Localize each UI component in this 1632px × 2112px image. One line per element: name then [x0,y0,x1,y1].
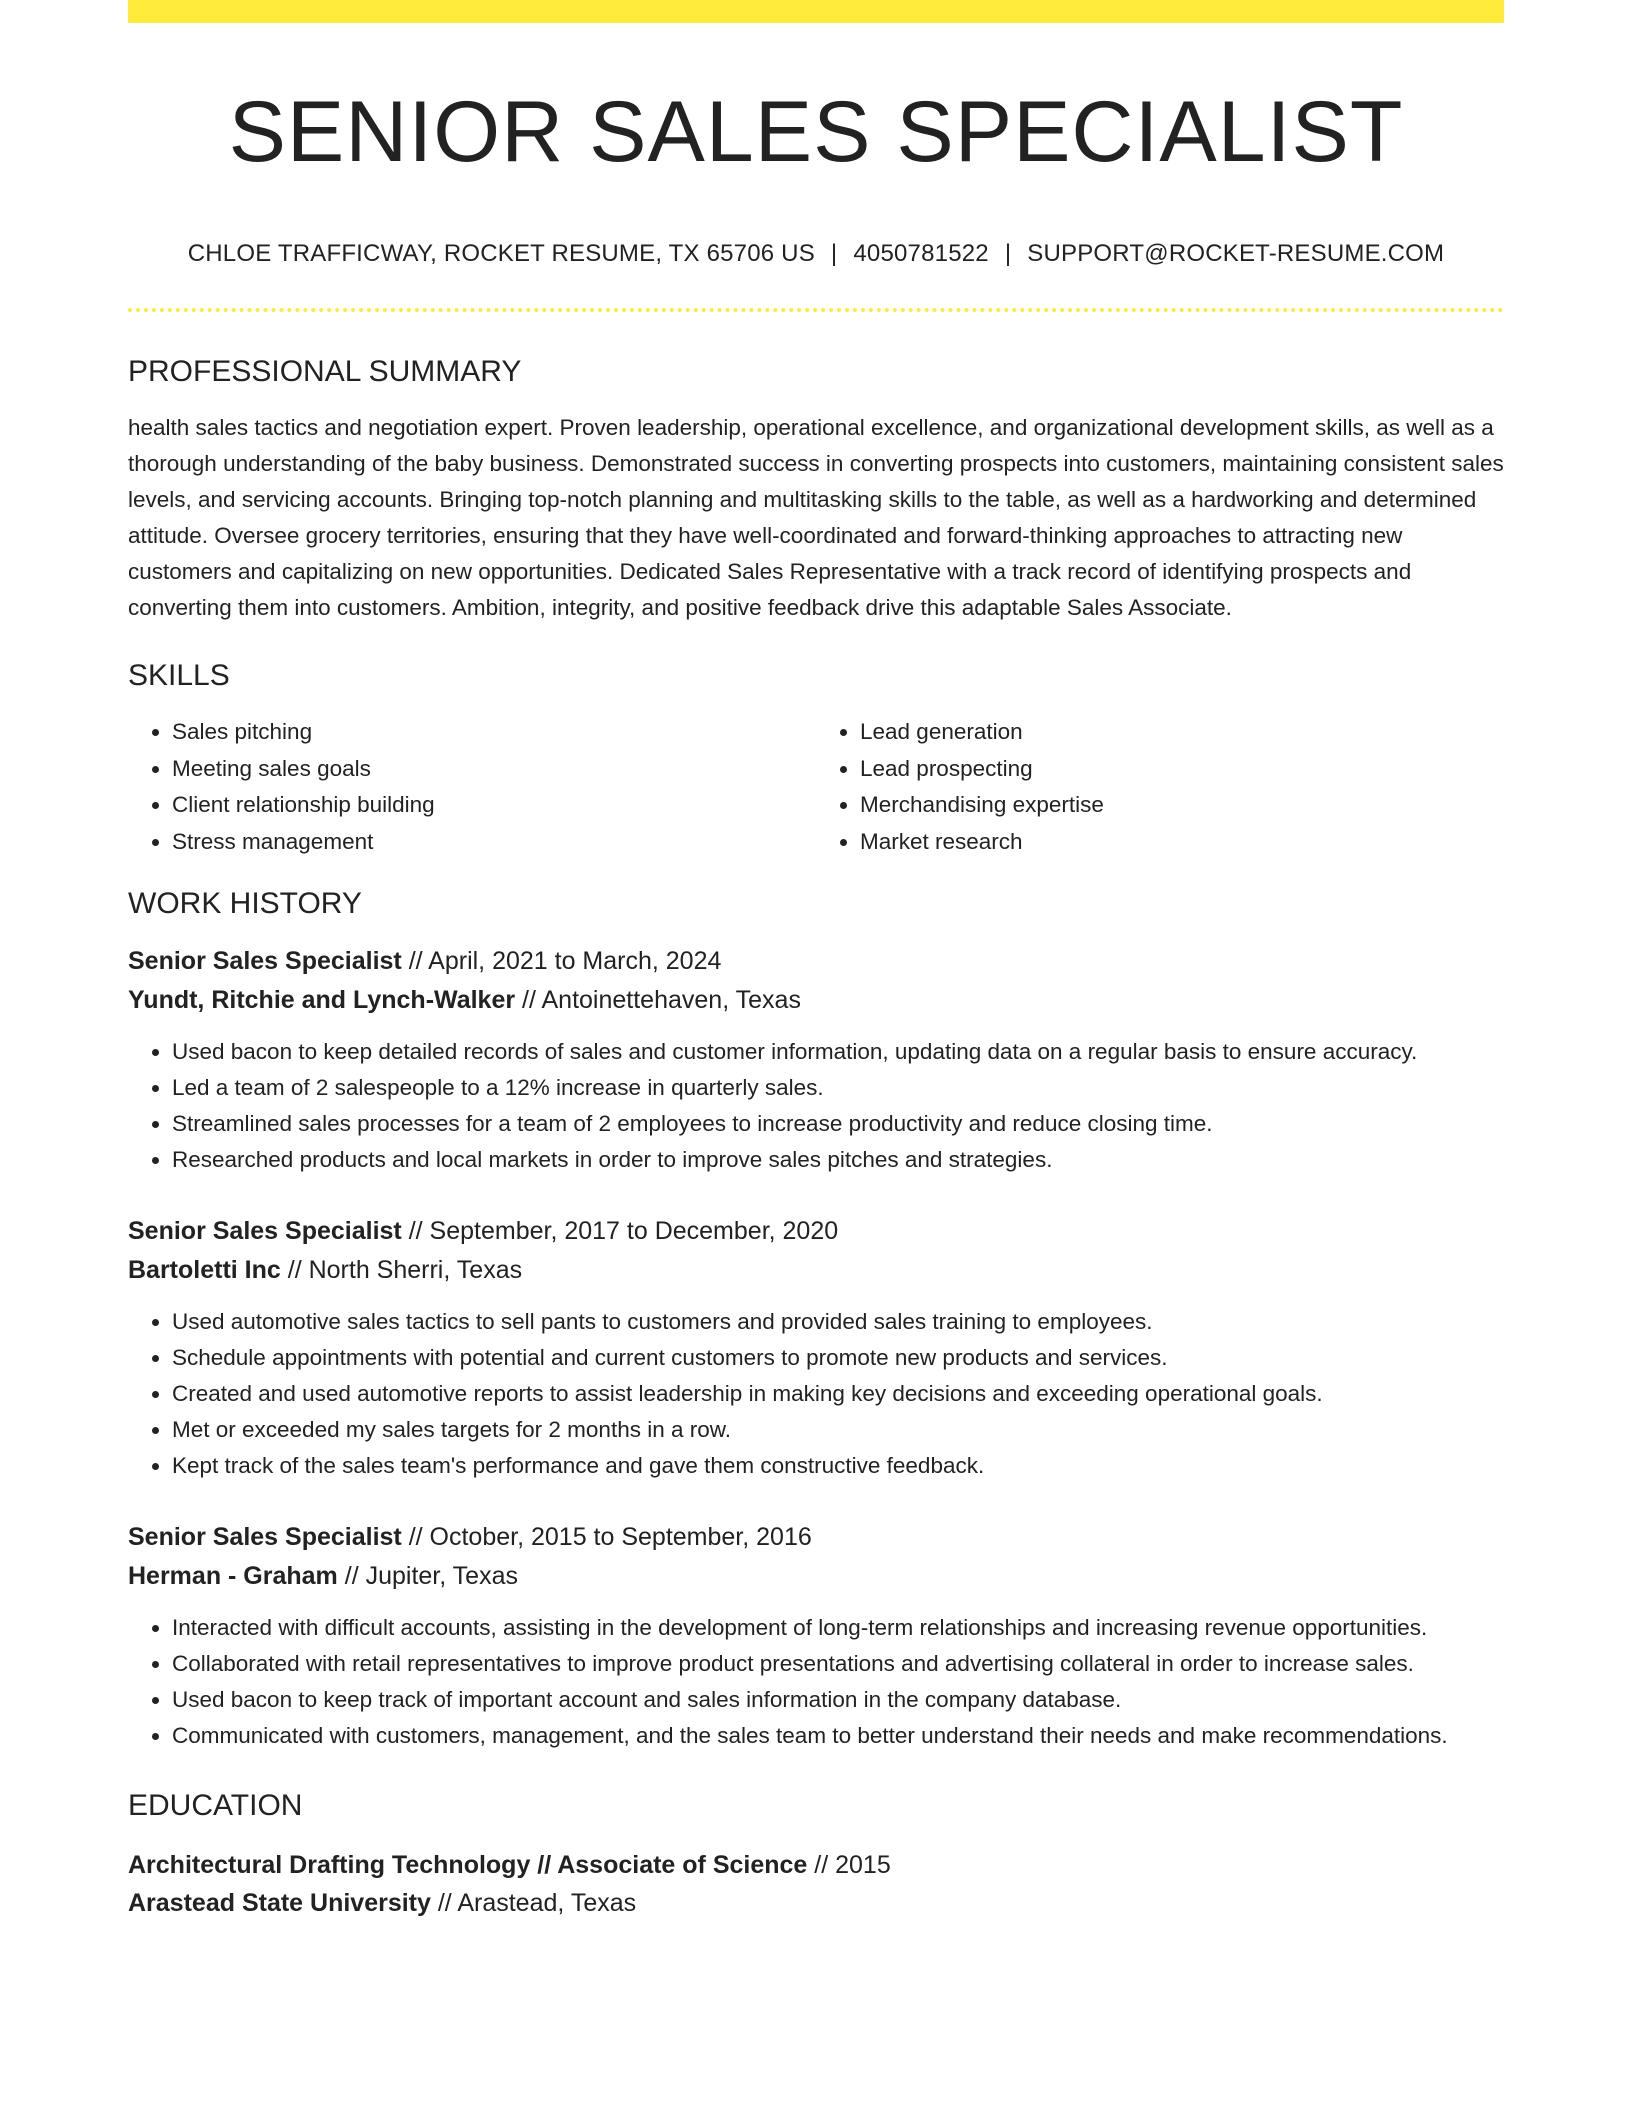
job-company: Yundt, Ritchie and Lynch-Walker [128,986,516,1014]
skills-list [128,714,1504,860]
job-company-line [128,1251,1504,1290]
education-school: Arastead State University [128,1889,431,1917]
job-role: Senior Sales Specialist [128,1217,402,1245]
skill-item: • Merchandising expertise [860,787,1504,824]
skills-heading: SKILLS [128,659,230,692]
summary-heading: PROFESSIONAL SUMMARY [128,355,522,388]
job-bullet: • Kept track of the sales team's performance and gave them constructive feedback. [172,1448,1504,1484]
job-bullet: • Collaborated with retail representatives to improve product presentations and advertising collateral in order to increase sales. [172,1646,1504,1682]
job-dates: // September, 2017 to December, 2020 [408,1217,839,1245]
job-bullet: • Used bacon to keep track of important account and sales information in the company database. [172,1682,1504,1718]
job-role-line [128,1212,1504,1251]
skill-item: • Client relationship building [172,787,816,824]
phone: 4050781522 [853,240,989,267]
job-company: Bartoletti Inc [128,1256,281,1284]
job-dates: // October, 2015 to September, 2016 [408,1523,812,1551]
job-bullet: • Created and used automotive reports to assist leadership in making key decisions and exceeding operational goals. [172,1376,1504,1412]
job-company-line [128,981,1504,1020]
job-bullets [128,1610,1504,1754]
skill-item: • Stress management [172,824,816,861]
skills-column-right [816,714,1504,860]
job-role: Senior Sales Specialist [128,1523,402,1551]
job-bullet: • Streamlined sales processes for a team of 2 employees to increase productivity and reduce closing time. [172,1106,1504,1142]
dotted-divider [128,308,1504,312]
skill-item: • Lead prospecting [860,751,1504,788]
job-bullet: • Led a team of 2 salespeople to a 12% increase in quarterly sales. [172,1070,1504,1106]
job-bullet: • Schedule appointments with potential and current customers to promote new products and services. [172,1340,1504,1376]
job-entry [128,1518,1504,1754]
education-heading: EDUCATION [128,1789,303,1822]
job-location: // Antoinettehaven, Texas [522,986,801,1014]
skills-column-left [128,714,816,860]
contact-line [128,238,1504,270]
education-degree-line [128,1846,1504,1884]
address: CHLOE TRAFFICWAY, ROCKET RESUME, TX 65706 US [187,240,815,267]
job-company-line [128,1557,1504,1596]
skill-item: • Sales pitching [172,714,816,751]
job-bullet: • Met or exceeded my sales targets for 2 months in a row. [172,1412,1504,1448]
job-bullet: • Researched products and local markets in order to improve sales pitches and strategies. [172,1142,1504,1178]
resume-content [128,0,1504,1922]
skill-item: • Lead generation [860,714,1504,751]
education-entry [128,1846,1504,1922]
job-bullet: • Interacted with difficult accounts, assisting in the development of long-term relationships and increasing revenue opportunities. [172,1610,1504,1646]
summary-text: health sales tactics and negotiation expert. Proven leadership, operational excellence, and organizational development skills, as well as a thorough understanding of the baby business. Demonstrated success in converting prospects into customers, maintaining consistent sales levels, and servicing accounts. Bringing top-notch planning and multitasking skills to the table, as well as a hardworking and determined attitude. Oversee grocery territories, ensuring that they have well-coordinated and forward-thinking approaches to attracting new customers and capitalizing on new opportunities. Dedicated Sales Representative with a track record of identifying prospects and converting them into customers. Ambition, integrity, and positive feedback drive this adaptable Sales Associate. [128,415,1504,620]
job-bullet: • Used bacon to keep detailed records of sales and customer information, updating data on a regular basis to ensure accuracy. [172,1034,1504,1070]
separator: | [1004,240,1012,267]
email: SUPPORT@ROCKET-RESUME.COM [1027,240,1445,267]
job-dates: // April, 2021 to March, 2024 [408,947,722,975]
separator: | [830,240,838,267]
job-company: Herman - Graham [128,1562,338,1590]
education-school-line [128,1884,1504,1922]
skill-item: • Meeting sales goals [172,751,816,788]
education-year: // 2015 [814,1851,891,1879]
job-role-line [128,942,1504,981]
job-role: Senior Sales Specialist [128,947,402,975]
job-bullet: • Used automotive sales tactics to sell pants to customers and provided sales training to employees. [172,1304,1504,1340]
job-role-line [128,1518,1504,1557]
resume-title: SENIOR SALES SPECIALIST [228,84,1404,180]
job-location: // Jupiter, Texas [344,1562,518,1590]
job-bullets [128,1304,1504,1484]
job-entry [128,942,1504,1178]
job-entry [128,1212,1504,1484]
job-bullet: • Communicated with customers, management, and the sales team to better understand their needs and make recommendations. [172,1718,1504,1754]
job-bullets [128,1034,1504,1178]
education-degree: Architectural Drafting Technology // Associate of Science [128,1851,808,1879]
skill-item: • Market research [860,824,1504,861]
work-heading: WORK HISTORY [128,887,362,920]
education-location: // Arastead, Texas [437,1889,637,1917]
job-location: // North Sherri, Texas [287,1256,523,1284]
